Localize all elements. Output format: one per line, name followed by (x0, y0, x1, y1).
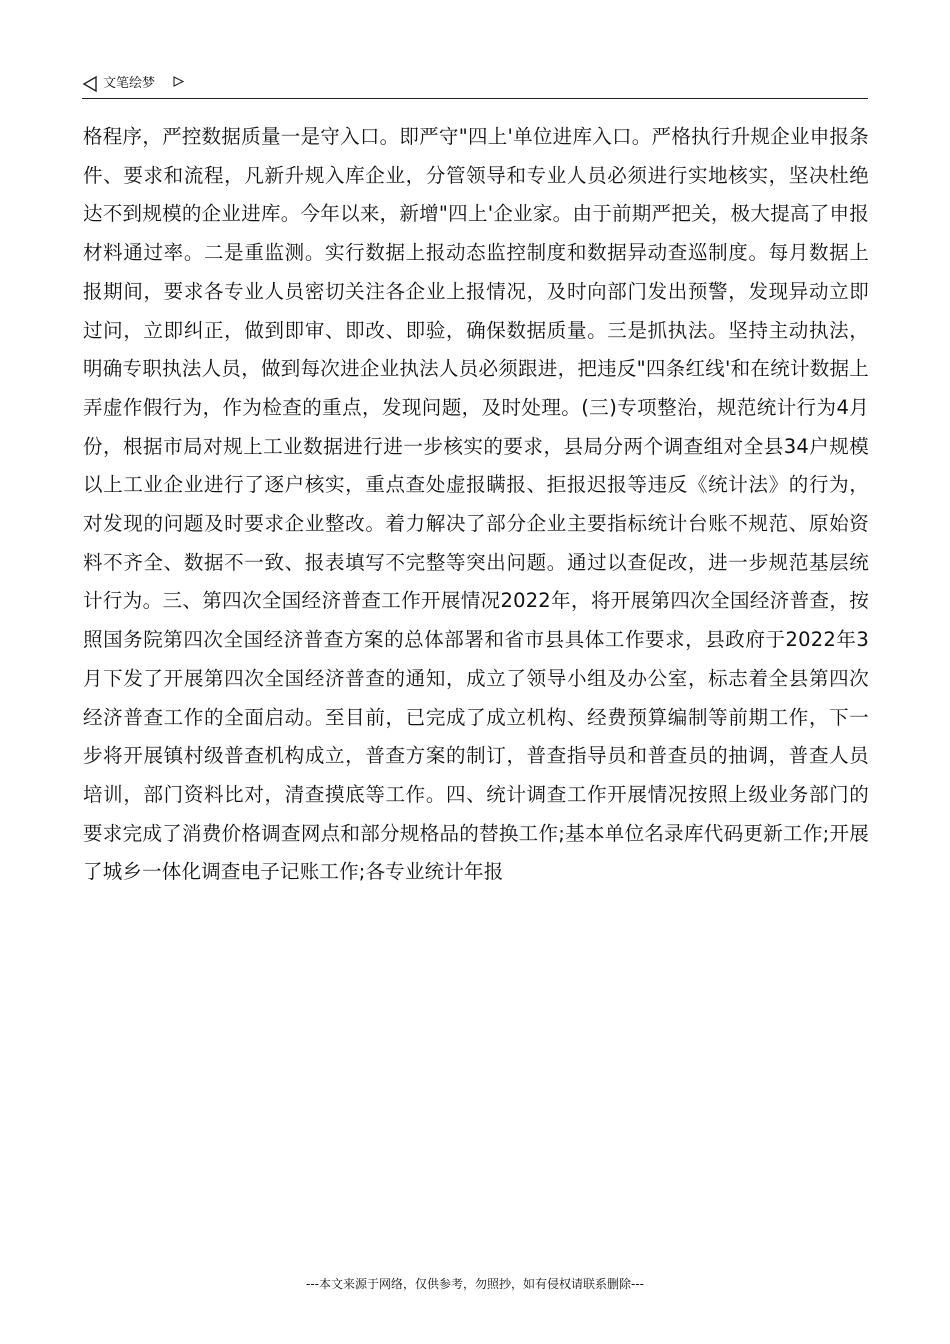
header-brand: 文笔绘梦 (103, 76, 156, 91)
body-paragraph: 格程序，严控数据质量一是守入口。即严守"四上'单位进库入口。严格执行升规企业申报条件、要求和流程，凡新升规入库企业，分管领导和专业人员必须进行实地核实，坚决杜绝达不到规模的企业进库。今年以来，新增"四上'企业家。由于前期严把关，极大提高了申报材料通过率。二是重监测。实行数据上报动态监控制度和数据异动查巡制度。每月数据上报期间，要求各专业人员密切关注各企业上报情况，及时向部门发出预警，发现异动立即过问，立即纠正，做到即审、即改、即验，确保数据质量。三是抓执法。坚持主动执法，明确专职执法人员，做到每次进企业执法人员必须跟进，把违反"四条红线'和在统计数据上弄虚作假行为，作为检查的重点，发现问题，及时处理。(三)专项整治，规范统计行为4月份，根据市局对规上工业数据进行进一步核实的要求，县局分两个调查组对全县34户规模以上工业企业进行了逐户核实，重点查处虚报瞒报、拒报迟报等违反《统计法》的行为，对发现的问题及时要求企业整改。着力解决了部分企业主要指标统计台账不规范、原始资料不齐全、数据不一致、报表填写不完整等突出问题。通过以查促改，进一步规范基层统计行为。三、第四次全国经济普查工作开展情况2022年，将开展第四次全国经济普查，按照国务院第四次全国经济普查方案的总体部署和省市县具体工作要求，县政府于2022年3月下发了开展第四次全国经济普查的通知，成立了领导小组及办公室，标志着全县第四次经济普查工作的全面启动。至目前，已完成了成立机构、经费预算编制等前期工作，下一步将开展镇村级普查机构成立，普查方案的制订，普查指导员和普查员的抽调，普查人员培训，部门资料比对，清查摸底等工作。四、统计调查工作开展情况按照上级业务部门的要求完成了消费价格调查网点和部分规格品的替换工作;基本单位名录库代码更新工作;开展了城乡一体化调查电子记账工作;各专业统计年报 (83, 125, 869, 884)
triangle-left-icon (82, 76, 98, 92)
footer-disclaimer: ---本文来源于网络，仅供参考，勿照抄，如有侵权请联系删除--- (306, 1277, 644, 1291)
triangle-right-icon (173, 76, 184, 87)
page-header (82, 74, 868, 99)
